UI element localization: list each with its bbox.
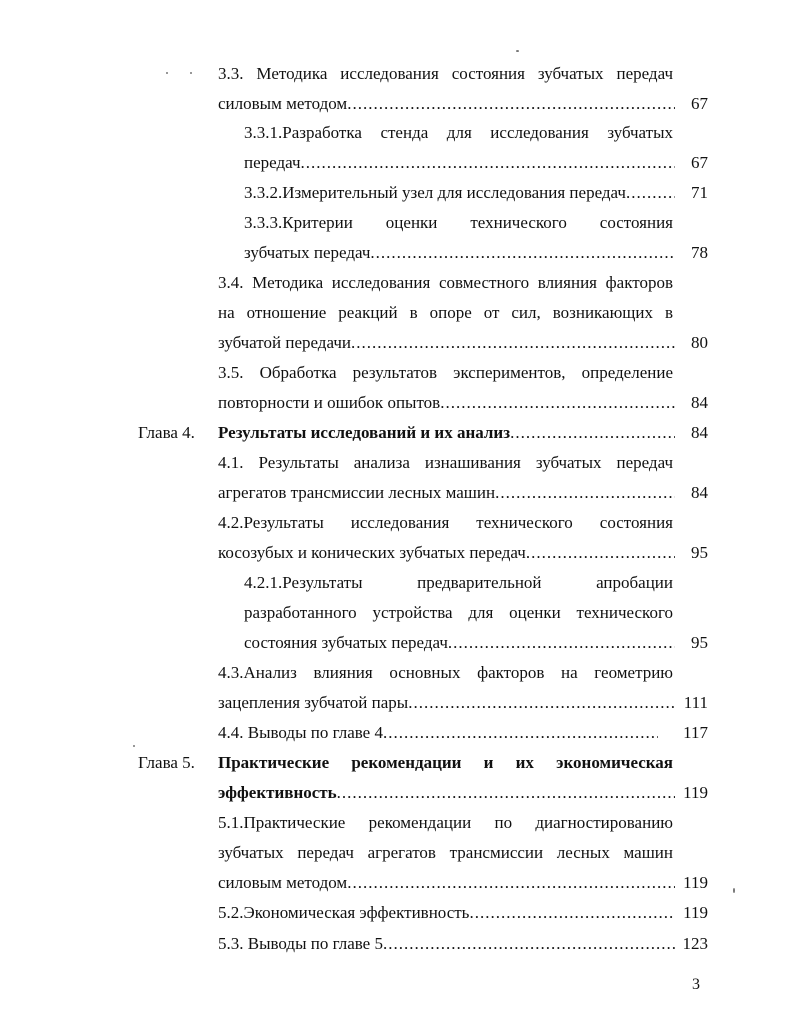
leader-dots: [383, 721, 658, 745]
toc-entry-3-3-3-line1: 3.3.3.Критерии оценки технического состояния: [244, 213, 673, 232]
toc-entry-4-2-page: 95: [691, 543, 708, 562]
toc-entry-3-5-line1: 3.5. Обработка результатов экспериментов, определение: [218, 363, 673, 382]
toc-entry-3-3-3-page: 78: [691, 243, 708, 262]
toc-entry-4-1-line1: 4.1. Результаты анализа изнашивания зубчатых передач: [218, 453, 673, 472]
chapter-5-title: эффективность: [218, 783, 337, 802]
toc-entry-4-2-1-text: состояния зубчатых передач: [244, 633, 448, 652]
chapter-5-label: Глава 5.: [138, 753, 195, 772]
leader-dots: [440, 391, 675, 415]
leader-dots: [370, 241, 675, 265]
leader-dots: [526, 541, 675, 565]
toc-entry-4-3-line1: 4.3.Анализ влияния основных факторов на геометрию: [218, 663, 673, 682]
toc-entry-3-3-page: 67: [691, 94, 708, 113]
toc-entry-5-2-line1: [218, 901, 675, 925]
chapter-5-title-line1: Практические рекомендации и их экономическая: [218, 753, 673, 772]
leader-dots: [383, 932, 675, 956]
toc-entry-3-3-3-text: зубчатых передач: [244, 243, 371, 262]
toc-entry-5-1-line1: 5.1.Практические рекомендации по диагностированию: [218, 813, 673, 832]
leader-dots: [495, 481, 675, 505]
toc-entry-3-4-line3: [218, 331, 675, 355]
toc-entry-5-1-line2: зубчатых передач агрегатов трансмиссии лесных машин: [218, 843, 673, 862]
toc-entry-3-3-text: силовым методом: [218, 94, 348, 113]
chapter-4-title: Результаты исследований и их анализ: [218, 423, 511, 442]
toc-entry-3-3-line2: [218, 92, 675, 116]
toc-entry-4-2-1-line1: 4.2.1.Результаты предварительной апробации: [244, 573, 673, 592]
toc-entry-4-2-line2: [218, 541, 675, 565]
toc-entry-4-3-line2: [218, 691, 675, 715]
leader-dots: [469, 901, 675, 925]
toc-entry-4-3-page: 111: [683, 693, 708, 712]
toc-entry-5-3-page: 123: [682, 934, 708, 953]
scan-speck: [516, 50, 519, 52]
toc-entry-3-5-text: повторности и ошибок опытов: [218, 393, 441, 412]
toc-entry-4-1-page: 84: [691, 483, 708, 502]
leader-dots: [448, 631, 675, 655]
toc-entry-5-1-text: силовым методом: [218, 873, 348, 892]
toc-entry-5-2-page: 119: [683, 903, 708, 922]
toc-entry-5-2-text: 5.2.Экономическая эффективность: [218, 903, 470, 922]
toc-entry-5-3-text: 5.3. Выводы по главе 5: [218, 934, 383, 953]
toc-entry-4-1-text: агрегатов трансмиссии лесных машин: [218, 483, 496, 502]
toc-entry-3-3-1-line1: 3.3.1.Разработка стенда для исследования зубчатых: [244, 123, 673, 142]
leader-dots: [301, 151, 675, 175]
scan-speck: [733, 888, 735, 893]
toc-entry-4-2-text: косозубых и конических зубчатых передач: [218, 543, 526, 562]
toc-entry-4-4-line1: [218, 721, 658, 745]
toc-entry-3-3-2-page: 71: [691, 183, 708, 202]
leader-dots: [626, 181, 675, 205]
toc-entry-4-4-page: 117: [683, 723, 708, 742]
toc-entry-3-3-1-page: 67: [691, 153, 708, 172]
toc-entry-3-4-line2: на отношение реакций в опоре от сил, возникающих в: [218, 303, 673, 322]
toc-entry-3-3-2-text: 3.3.2.Измерительный узел для исследования передач: [244, 183, 626, 202]
toc-entry-3-3-3-line2: [244, 241, 675, 265]
toc-entry-4-1-line2: [218, 481, 675, 505]
scan-speck: [166, 72, 168, 74]
chapter-4-title-line: [218, 421, 675, 445]
toc-entry-5-3-line1: [218, 932, 675, 956]
scan-speck: [190, 72, 192, 74]
toc-entry-5-1-page: 119: [683, 873, 708, 892]
toc-entry-5-1-line3: [218, 871, 675, 895]
chapter-5-page: 119: [683, 783, 708, 802]
toc-entry-4-2-1-line2: разработанного устройства для оценки технического: [244, 603, 673, 622]
page-number: 3: [692, 976, 700, 993]
toc-entry-3-4-line1: 3.4. Методика исследования совместного влияния факторов: [218, 273, 673, 292]
leader-dots: [347, 871, 675, 895]
toc-entry-3-3-1-text: передач: [244, 153, 301, 172]
chapter-4-label: Глава 4.: [138, 423, 195, 442]
toc-entry-4-2-line1: 4.2.Результаты исследования технического состояния: [218, 513, 673, 532]
leader-dots: [347, 92, 675, 116]
toc-entry-3-4-page: 80: [691, 333, 708, 352]
leader-dots: [351, 331, 675, 355]
toc-entry-3-3-line1: 3.3. Методика исследования состояния зубчатых передач: [218, 64, 673, 83]
toc-entry-3-3-1-line2: [244, 151, 675, 175]
toc-entry-3-5-page: 84: [691, 393, 708, 412]
scan-speck: [133, 745, 135, 747]
toc-entry-3-5-line2: [218, 391, 675, 415]
chapter-4-page: 84: [691, 423, 708, 442]
leader-dots: [510, 421, 675, 445]
toc-entry-3-4-text: зубчатой передачи: [218, 333, 351, 352]
toc-entry-4-3-text: зацепления зубчатой пары: [218, 693, 409, 712]
toc-entry-3-3-2-line1: [244, 181, 675, 205]
toc-entry-4-2-1-line3: [244, 631, 675, 655]
chapter-5-title-line2: [218, 781, 675, 805]
leader-dots: [337, 781, 675, 805]
toc-entry-4-4-text: 4.4. Выводы по главе 4: [218, 723, 383, 742]
leader-dots: [408, 691, 675, 715]
toc-entry-4-2-1-page: 95: [691, 633, 708, 652]
